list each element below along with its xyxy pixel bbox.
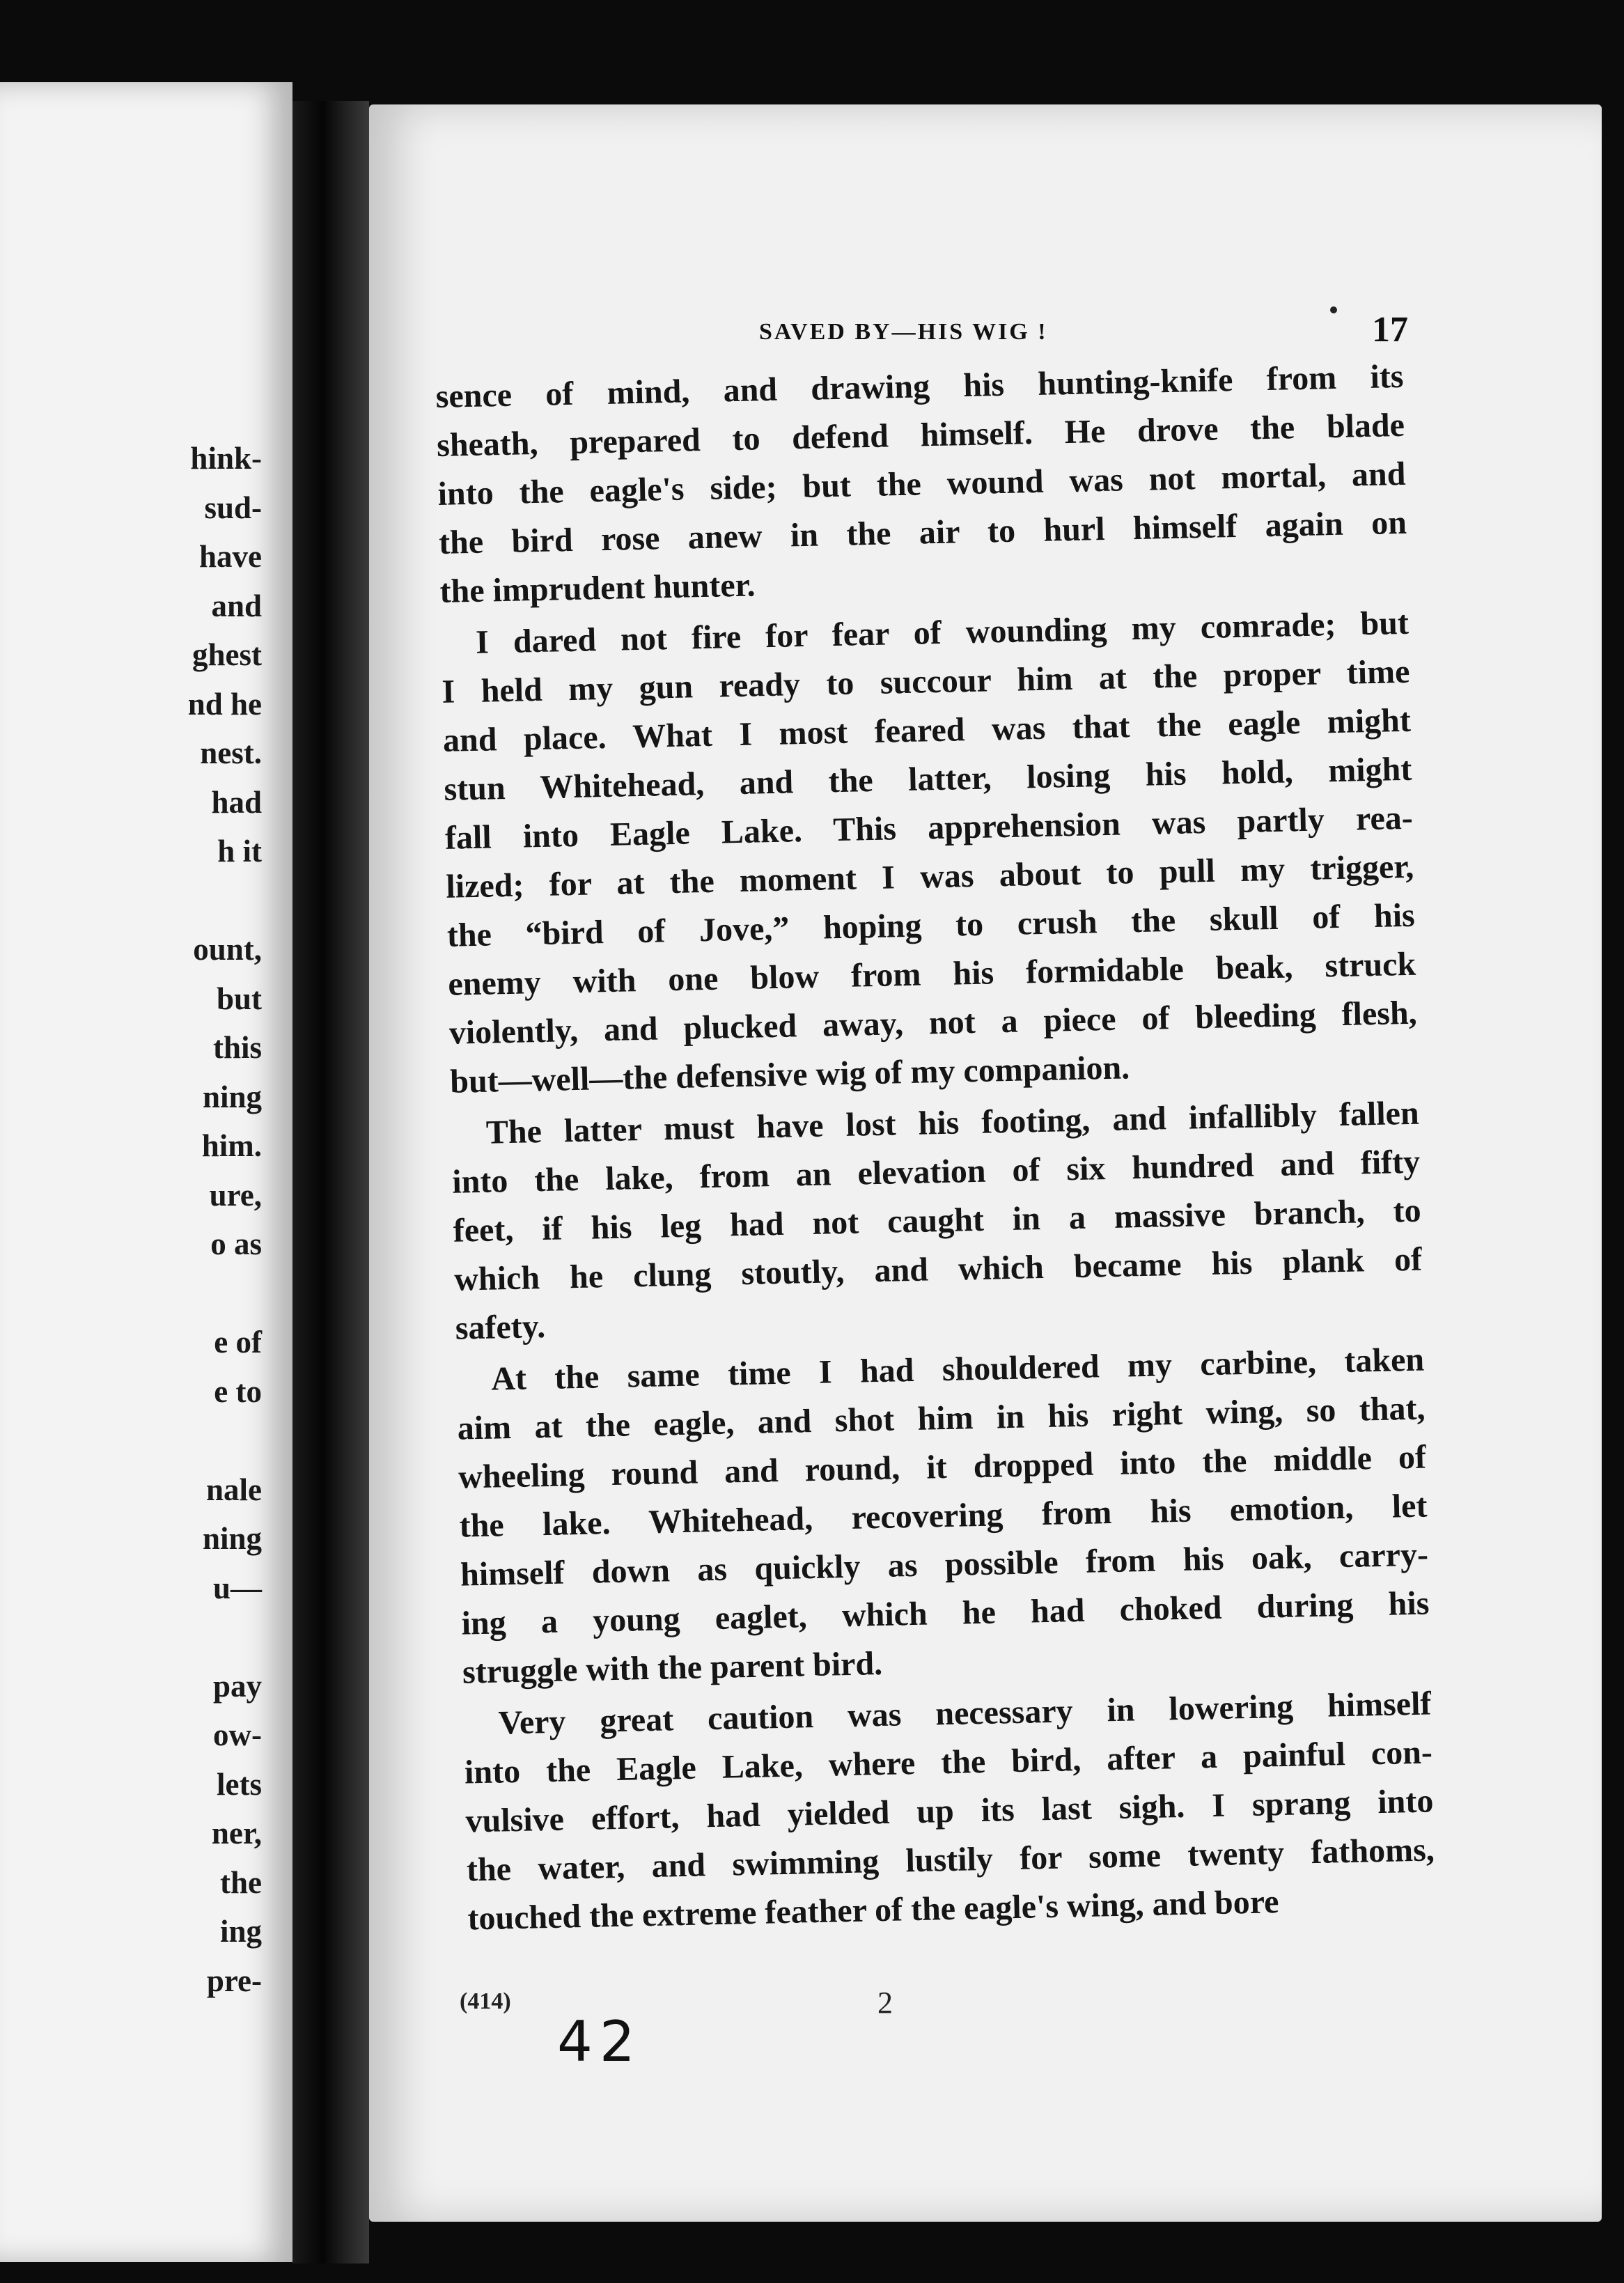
text-line: the bird rose anew in the air to hurl himself again on [438,504,1407,561]
left-page-line [25,1416,262,1465]
left-page-line: had [211,784,262,820]
text-line: but—well—the defensive wig of my companion. [449,1049,1130,1100]
running-title: SAVED BY—HIS WIG ! [759,319,1048,345]
left-page-line: nale [205,1472,262,1507]
text-line: At the same time I had shouldered my carbine, taken [490,1341,1425,1398]
page-header [369,306,1602,362]
text-line: wheeling round and round, it dropped into the middle of [458,1438,1427,1496]
text-line: the imprudent hunter. [439,566,756,610]
text-line: Very great caution was necessary in lowering himself [498,1685,1432,1742]
paragraph [440,599,1418,1107]
text-line: into the lake, from an elevation of six hundred and fifty [451,1143,1421,1201]
text-line: ing a young eaglet, which he had choked during his [461,1584,1430,1642]
left-page-line: nd he [187,686,262,722]
body-text [435,352,1436,1947]
text-line: feet, if his leg had not caught in a massive branch, to [453,1192,1422,1249]
left-page-line: ning [202,1079,262,1114]
left-page-line: but [216,981,262,1016]
left-page-line: ner, [211,1816,262,1850]
text-line: fall into Eagle Lake. This apprehension was partly rea- [444,799,1414,857]
book-gutter [292,101,369,2263]
paragraph [456,1336,1431,1697]
paragraph [435,352,1408,616]
text-line: the water, and swimming lustily for some twenty fathoms, [466,1831,1435,1889]
left-page-line: nest. [200,735,262,770]
text-line: the “bird of Jove,” hoping to crush the skull of his [446,896,1416,954]
text-line: aim at the eagle, and shot him in his right wing, so that, [457,1389,1426,1447]
left-page-line: ount, [193,932,262,967]
text-line: struggle with the parent bird. [462,1644,883,1691]
text-line: vulsive effort, had yielded up its last sigh. I sprang into [465,1782,1434,1840]
right-page [369,104,1602,2222]
left-page-line [25,1612,262,1662]
text-line: sence of mind, and drawing his hunting-knife from its [435,357,1404,415]
left-page-line: h it [217,834,262,868]
left-page-line: and [211,588,262,623]
text-line: I dared not fire for fear of wounding my comrade; but [475,604,1410,661]
left-page-line: ghest [192,637,262,672]
left-page-line: o as [210,1226,262,1261]
text-line: the lake. Whitehead, recovering from his emotion, let [459,1487,1428,1545]
left-page-line: him. [201,1128,262,1163]
sheet-number: 2 [877,1986,893,2020]
left-page-line: hink- [190,441,262,476]
handwritten-note: 42 [557,2009,642,2074]
left-page-line: this [212,1030,262,1065]
text-line: sheath, prepared to defend himself. He drove the blade [436,406,1405,464]
paragraph [463,1679,1436,1943]
left-page-line: pre- [206,1963,262,1998]
text-line: The latter must have lost his footing, and infallibly fallen [485,1094,1420,1151]
text-line: and place. What I most feared was that the eagle might [442,701,1412,759]
text-line: violently, and plucked away, not a piece of bleeding flesh, [448,994,1418,1052]
left-page-line: e to [214,1373,262,1409]
left-page-line: ning [202,1521,262,1556]
left-page-line [25,876,262,926]
left-page-line [25,1269,262,1318]
left-page-line: pay [212,1668,262,1704]
text-line: into the Eagle Lake, where the bird, after a painful con- [464,1733,1433,1791]
text-line: safety. [455,1307,546,1347]
text-line: into the eagle's side; but the wound was not mortal, and [437,455,1406,513]
left-page-line: u— [212,1570,262,1605]
text-line: lized; for at the moment I was about to pull my trigger, [445,848,1414,905]
left-page-line: have [199,539,262,574]
signature-mark: (414) [460,1988,511,2014]
left-page-line: e of [214,1325,262,1359]
text-line: himself down as quickly as possible from his oak, carry- [460,1536,1429,1594]
left-page-line: ure, [209,1177,262,1213]
left-facing-page [0,82,292,2262]
paragraph [451,1089,1423,1353]
left-page-line: the [220,1864,262,1900]
left-page-text-fragments [25,434,262,2005]
text-line: touched the extreme feather of the eagle's wing, and bore [467,1883,1279,1938]
page-number: 17 [1372,310,1408,350]
text-line: I held my gun ready to succour him at the proper time [442,653,1410,710]
left-page-line: ing [219,1914,262,1949]
left-page-line: lets [217,1766,262,1802]
ink-speck [1330,306,1337,313]
text-line: stun Whitehead, and the latter, losing his hold, might [443,750,1412,808]
text-line: enemy with one blow from his formidable beak, struck [447,945,1416,1003]
left-page-line: sud- [204,490,262,525]
text-line: which he clung stoutly, and which became his plank of [453,1240,1423,1298]
left-page-line: ow- [213,1717,262,1752]
